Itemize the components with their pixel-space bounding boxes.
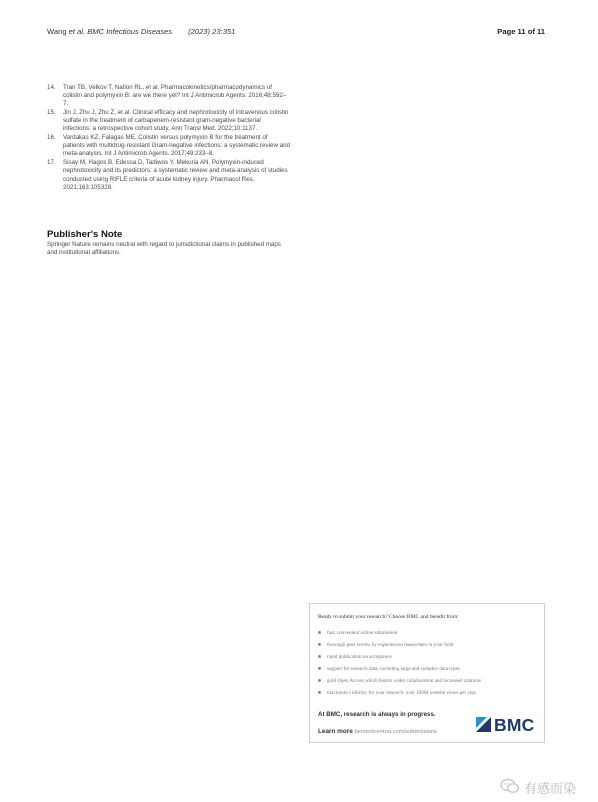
bullet-icon [318, 631, 321, 634]
learn-more-url[interactable]: biomedcentral.com/submissions [354, 729, 438, 735]
reference-number: 16. [47, 134, 56, 142]
publisher-note-text: Springer Nature remains neutral with regard to jurisdictional claims in published maps and institutional affiliations. [47, 241, 281, 257]
reference-number: 15. [47, 109, 56, 117]
bmc-benefit-text: maximum visibility for your research: over 100M website views per year [327, 690, 477, 696]
reference-text: Jin J, Zhu J, Zhu Z, et al. Clinical efficacy and nephrotoxicity of intravenous colistin sulfate in the treatment of carbapenem-resistant gram-negative bacterial infections: a retrospective cohort study. Ann Transl Med. 2022;10:1137. [63, 109, 289, 133]
publisher-note-heading: Publisher's Note [47, 229, 123, 240]
bmc-benefit-text: gold Open Access which fosters wider collaboration and increased citations [327, 678, 482, 684]
bullet-icon [318, 655, 321, 658]
running-head-year: (2023) 23:351 [188, 27, 236, 36]
bmc-logo-text: BMC [494, 715, 535, 735]
running-head-etal: et al. [68, 27, 86, 36]
reference-item [47, 159, 290, 191]
bmc-learn-more[interactable] [318, 728, 437, 735]
bmc-benefit-text: rapid publication on acceptance [327, 654, 392, 660]
page-number: Page 11 of 11 [497, 27, 545, 36]
reference-item [47, 84, 290, 108]
bullet-icon [318, 643, 321, 646]
bullet-icon [318, 667, 321, 670]
bmc-benefit-text: support for research data, including large and complex data types [327, 666, 460, 672]
bmc-logo-icon [476, 717, 491, 732]
bmc-benefit-text: thorough peer review by experienced researchers in your field [327, 642, 454, 648]
running-head [47, 27, 235, 36]
bmc-ready-heading: Ready to submit your research? Choose BMC and benefit from: [318, 614, 459, 620]
bmc-progress-tagline: At BMC, research is always in progress. [318, 711, 436, 718]
learn-more-label: Learn more [318, 728, 353, 735]
watermark-text: 有感而染 [524, 782, 577, 797]
bmc-benefits-list [318, 630, 481, 702]
bmc-logo [476, 716, 540, 736]
reference-text: Vardakas KZ, Falagas ME. Colistin versus polymyxin B for the treatment of patients with multidrug-resistant Gram-negative infections: a systematic review and meta-analysis. Int J Antimicrob Agents. 2017;49:233–8. [63, 134, 290, 158]
bmc-benefit-item [318, 630, 481, 642]
running-head-journal: BMC Infectious Diseases [85, 27, 173, 36]
bmc-benefit-item [318, 642, 481, 654]
reference-item [47, 134, 290, 158]
reference-item [47, 109, 290, 133]
bmc-benefit-item [318, 666, 481, 678]
bmc-submission-box [309, 603, 545, 743]
bmc-benefit-item [318, 654, 481, 666]
reference-text: Tran TB, Velkov T, Nation RL, et al. Pharmacokinetics/pharmacodynamics of colistin and polymyxin B: are we there yet? Int J Antimicrob Agents. 2016;48:592–7. [63, 84, 287, 108]
bmc-benefit-item [318, 678, 481, 690]
bmc-benefit-text: fast, convenient online submission [327, 630, 398, 636]
wechat-icon [500, 778, 520, 794]
reference-number: 14. [47, 84, 56, 91]
reference-text: Sisay M, Hagos B, Edessa D, Tadiwos Y, Mekuria AN. Polymyxin-induced nephrotoxicity and its predictors: a systematic review and meta-analysis of studies conducted using RIFLE criteria of acute kidney injury. Pharmacol Res. 2021;163:105328. [63, 159, 288, 191]
running-head-authors: Wang [47, 27, 69, 36]
bmc-benefit-item [318, 690, 481, 702]
reference-list [47, 84, 290, 193]
bullet-icon [318, 691, 321, 694]
watermark [500, 776, 594, 796]
reference-number: 17. [47, 159, 56, 167]
bullet-icon [318, 679, 321, 682]
